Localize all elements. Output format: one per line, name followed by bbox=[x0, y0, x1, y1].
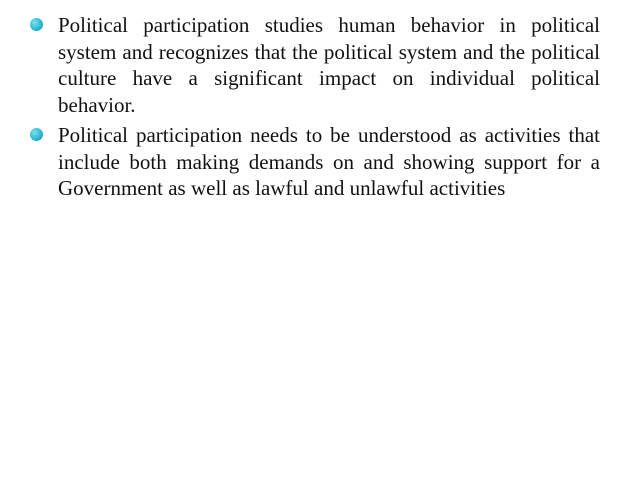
bullet-list bbox=[30, 12, 600, 206]
bullet-text: Political participation studies human behavior in political system and recognizes that the political system and the political culture have a significant impact on individual political behavior. bbox=[58, 13, 600, 117]
round-bullet-icon bbox=[30, 128, 43, 141]
round-bullet-icon bbox=[30, 18, 43, 31]
bullet-text: Political participation needs to be understood as activities that include both making demands on and showing support for a Government as well as lawful and unlawful activities bbox=[58, 123, 600, 200]
bullet-item-1 bbox=[30, 12, 600, 118]
bullet-item-2 bbox=[30, 122, 600, 202]
